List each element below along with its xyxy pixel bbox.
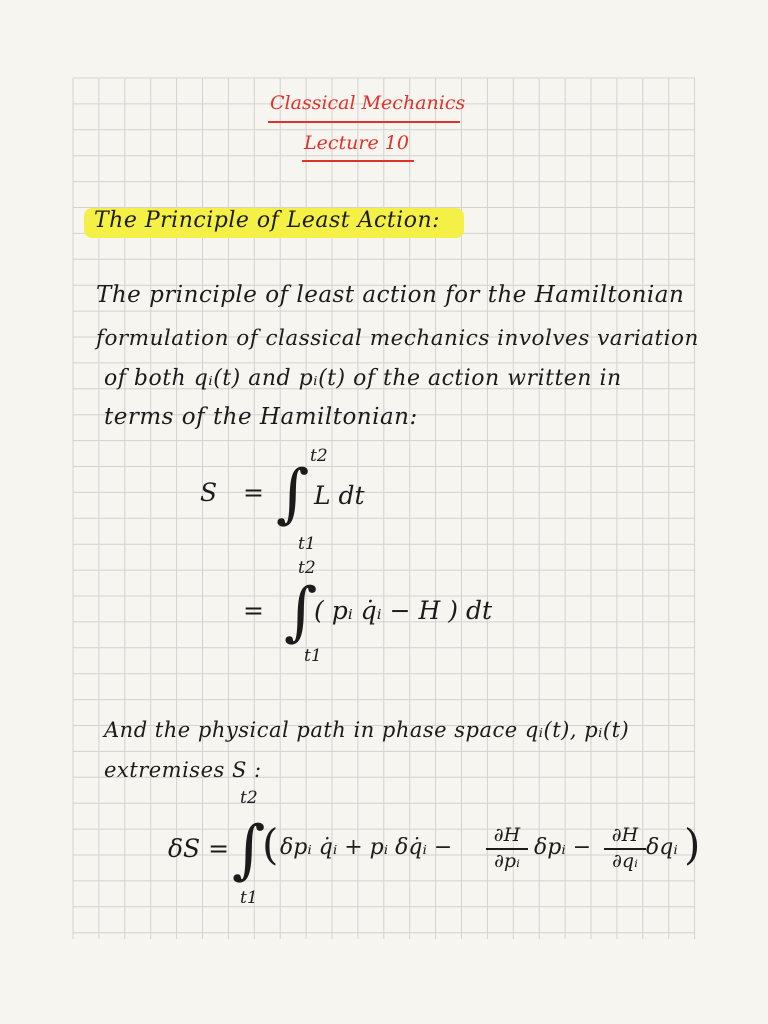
eq2-lower-limit: t1 xyxy=(304,646,322,666)
course-title: Classical Mechanics xyxy=(270,92,466,114)
eq3-term1: δpᵢ q̇ᵢ + pᵢ δq̇ᵢ − xyxy=(280,835,453,860)
eq2-equals: = xyxy=(243,596,264,625)
eq1-upper-limit: t2 xyxy=(310,446,328,466)
eq1-lhs: S xyxy=(200,478,218,507)
eq3-frac2-numerator: ∂H xyxy=(611,824,639,846)
eq2-integrand: ( pᵢ q̇ᵢ − H ) dt xyxy=(314,596,493,625)
eq2-upper-limit: t2 xyxy=(298,558,316,578)
eq3-frac1-denominator: ∂pᵢ xyxy=(494,849,520,872)
section-heading: The Principle of Least Action: xyxy=(94,208,441,233)
eq3-lower-limit: t1 xyxy=(240,888,258,908)
eq1-integral-sign: ∫ xyxy=(276,457,310,531)
paragraph-line-3: of both qᵢ(t) and pᵢ(t) of the action written in xyxy=(104,366,622,391)
paragraph2-line-2: extremises S : xyxy=(104,758,262,782)
eq3-frac1-numerator: ∂H xyxy=(493,824,521,846)
eq1-lower-limit: t1 xyxy=(298,534,316,554)
course-title-underline xyxy=(268,121,460,123)
lecture-label-underline xyxy=(302,160,414,162)
eq3-fraction-1 xyxy=(486,826,528,872)
eq3-mid: δpᵢ − xyxy=(534,835,592,860)
paragraph-line-1: The principle of least action for the Hamiltonian xyxy=(96,282,685,308)
eq3-tail: δqᵢ xyxy=(646,835,678,860)
lecture-label: Lecture 10 xyxy=(304,132,409,154)
eq3-lhs: δS = xyxy=(168,834,230,863)
eq3-upper-limit: t2 xyxy=(240,788,258,808)
paragraph-line-4: terms of the Hamiltonian: xyxy=(104,404,418,430)
paragraph2-line-1: And the physical path in phase space qᵢ(t), pᵢ(t) xyxy=(104,718,630,742)
eq3-fraction-2 xyxy=(604,826,646,872)
eq2-integral-sign: ∫ xyxy=(284,575,318,649)
eq1-equals: = xyxy=(243,478,264,507)
eq3-close-paren: ) xyxy=(684,820,701,869)
eq3-integral-sign: ∫ xyxy=(232,813,266,887)
eq3-open-paren: ( xyxy=(262,820,279,869)
eq3-frac2-denominator: ∂qᵢ xyxy=(612,849,638,872)
eq1-integrand: L dt xyxy=(314,481,365,510)
paragraph-line-2: formulation of classical mechanics involves variation xyxy=(96,326,699,351)
